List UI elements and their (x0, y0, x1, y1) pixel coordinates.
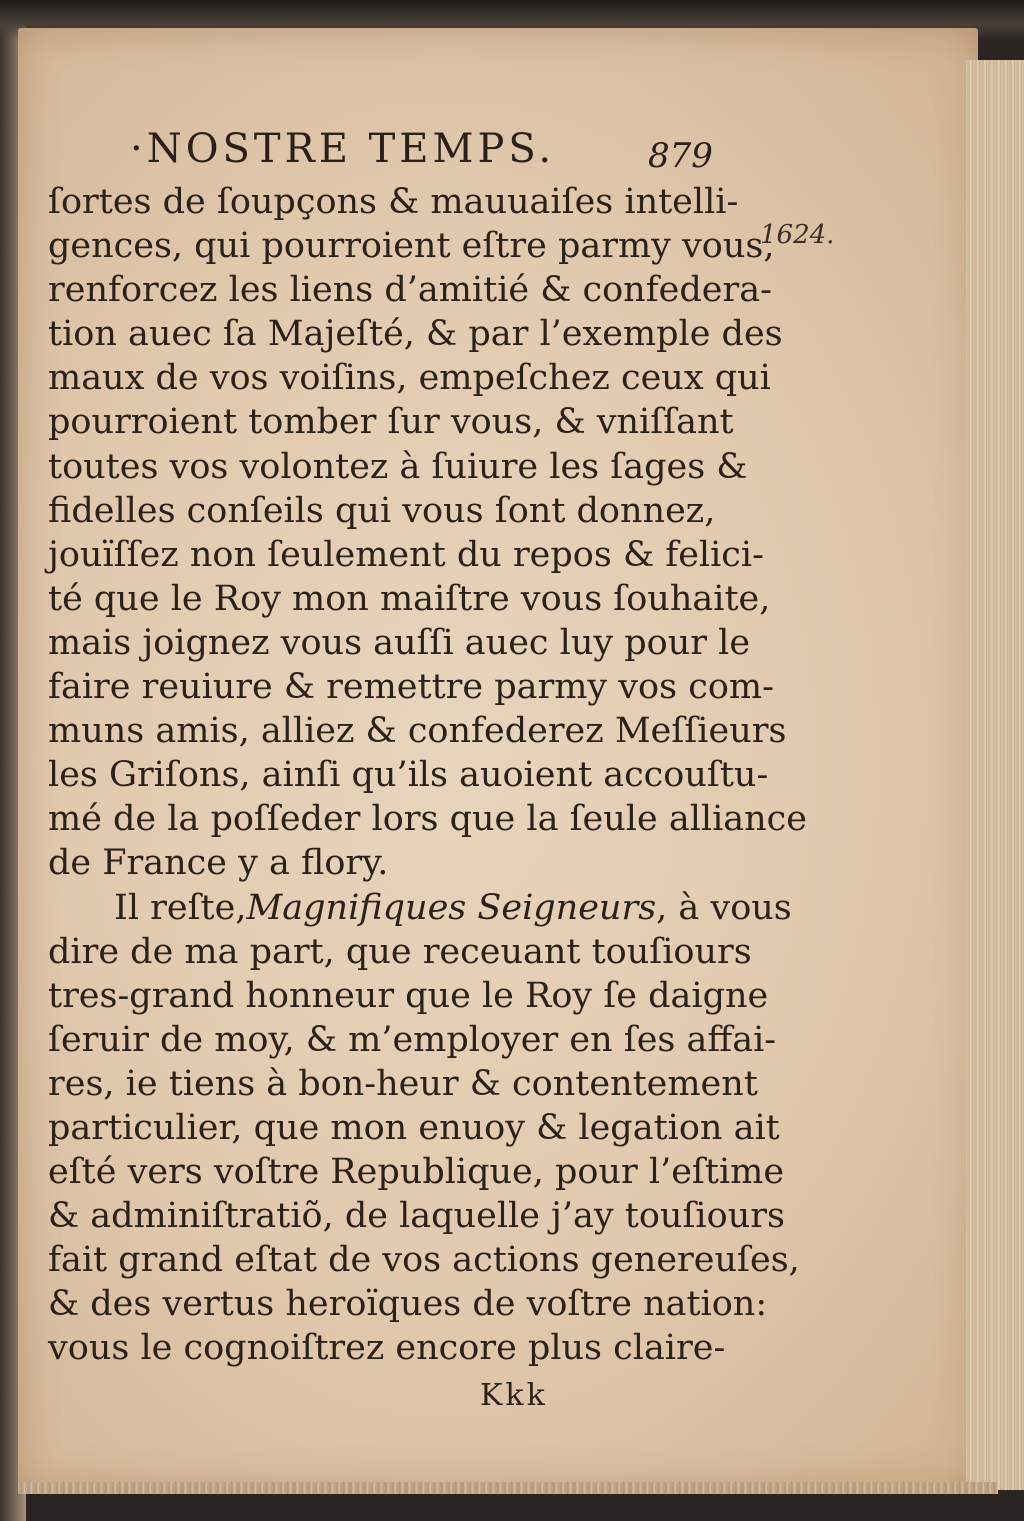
margin-note: 1624. (760, 220, 835, 250)
text-line: pourroient tomber ſur vous, & vniſſant (48, 402, 734, 443)
signature-mark: Kkk (480, 1378, 548, 1413)
address-phrase: Magnifiques Seigneurs (246, 887, 657, 928)
text-line: vous le cognoiſtrez encore plus claire- (48, 1328, 726, 1369)
text-line: res, ie tiens à bon-heur & contentement (48, 1063, 758, 1104)
text-line: fait grand eſtat de vos actions genereuſes, (48, 1240, 800, 1281)
text-line: fidelles conſeils qui vous ſont donnez, (48, 490, 716, 531)
text-line: particulier, que mon enuoy & legation ait (48, 1107, 780, 1148)
text-line: mais joignez vous auſſi auec luy pour le (48, 622, 751, 663)
text-line: toutes vos volontez à ſuiure les ſages & (48, 446, 748, 487)
text-line: eſté vers voſtre Republique, pour l’eſtime (48, 1152, 785, 1193)
text-line: dire de ma part, que receuant touſiours (48, 931, 752, 972)
text-line: & adminiſtratiõ, de laquelle j’ay touſiours (48, 1196, 785, 1237)
text-line: tion auec ſa Majeſté, & par l’exemple des (48, 314, 783, 355)
text-line: renforcez les liens d’amitié & confedera- (48, 270, 772, 311)
paragraph-opening-line (48, 886, 792, 930)
text-line: muns amis, alliez & confederez Meſſieurs (48, 711, 787, 752)
page-stack-edge (966, 60, 1024, 1490)
text-line: & des vertus heroïques de voſtre nation: (48, 1284, 768, 1325)
paragraph-lead-end: , à vous (656, 887, 792, 928)
text-line: té que le Roy mon maiſtre vous ſouhaite, (48, 578, 771, 619)
page-header (118, 126, 758, 182)
running-head: ·NOSTRE TEMPS. (130, 126, 556, 172)
text-line: gences, qui pourroient eſtre parmy vous, (48, 226, 775, 267)
text-line: de France y a flory. (48, 843, 389, 884)
text-line: jouïſſez non ſeulement du repos & felici- (48, 534, 764, 575)
page-number: 879 (648, 136, 713, 176)
paragraph-lead: Il reſte, (114, 887, 247, 928)
text-line: les Griſons, ainſi qu’ils auoient accouſtu- (48, 755, 769, 796)
text-line: tres-grand honneur que le Roy ſe daigne (48, 975, 769, 1016)
text-line: ſeruir de moy, & m’employer en ſes affai- (48, 1019, 777, 1060)
text-line: maux de vos voiſins, empeſchez ceux qui (48, 358, 771, 399)
text-line: mé de la poſſeder lors que la ſeule alliance (48, 799, 807, 840)
text-line: faire reuiure & remettre parmy vos com- (48, 667, 774, 708)
text-line: ſortes de ſoupçons & mauuaiſes intelli- (48, 182, 739, 222)
page-bottom-edge (18, 1482, 998, 1494)
